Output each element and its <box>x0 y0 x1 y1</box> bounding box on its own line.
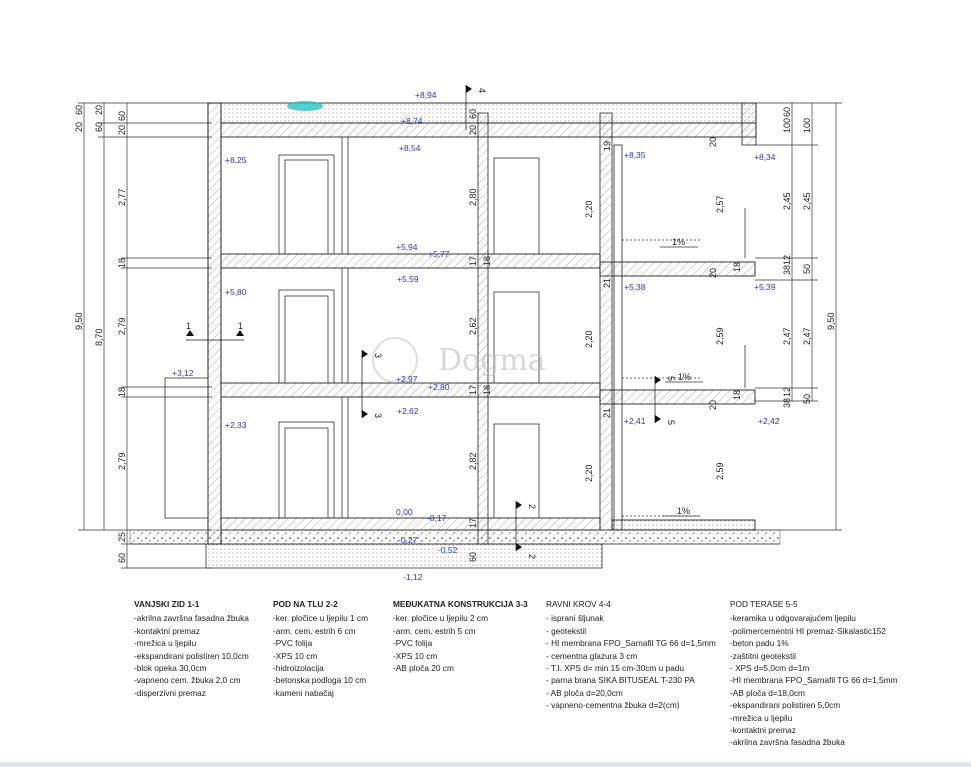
ground-gravel <box>130 530 780 544</box>
right-wall-a <box>600 113 612 530</box>
svg-text:+8,74: +8,74 <box>401 116 423 126</box>
note-item: -arm. cem. estrih 5 cm <box>393 625 476 636</box>
svg-text:100: 100 <box>782 117 792 133</box>
note-item: -mrežica u ljepilu <box>134 638 197 649</box>
note-item: -AB ploča d=18,0cm <box>730 687 805 698</box>
note-item: -akrilna završna fasadna žbuka <box>134 613 249 624</box>
svg-text:17: 17 <box>468 384 478 395</box>
svg-text:-1,12: -1,12 <box>403 572 423 582</box>
svg-text:20: 20 <box>468 124 478 135</box>
note-item: -mrežica u ljepilu <box>730 712 793 723</box>
note-item: -ekspandirani polistiren 10,0cm <box>134 650 249 661</box>
note-item: -blok opeka 30,0cm <box>134 663 207 674</box>
svg-text:2,80: 2,80 <box>468 188 478 206</box>
svg-text:+2,97: +2,97 <box>396 374 418 384</box>
svg-text:60: 60 <box>468 108 478 119</box>
svg-text:100: 100 <box>802 117 812 133</box>
svg-text:20: 20 <box>708 136 718 147</box>
svg-text:2,57: 2,57 <box>715 195 725 213</box>
svg-text:3: 3 <box>373 353 383 359</box>
svg-text:2,79: 2,79 <box>117 452 127 470</box>
svg-text:+5,39: +5,39 <box>754 282 776 292</box>
svg-text:1: 1 <box>186 321 192 331</box>
note-vanjski-zid <box>134 598 249 699</box>
svg-text:20: 20 <box>708 267 718 278</box>
mid-wall <box>478 113 488 544</box>
left-dimension-labels <box>74 105 127 563</box>
svg-text:1: 1 <box>238 321 244 331</box>
note-item: - isprani šljunak <box>546 613 604 624</box>
svg-text:12: 12 <box>782 386 792 397</box>
svg-text:18: 18 <box>117 257 127 268</box>
svg-text:2,20: 2,20 <box>584 200 594 218</box>
svg-text:2,62: 2,62 <box>468 317 478 335</box>
note-item: -PVC folija <box>273 638 313 649</box>
note-item: - HI membrana FPO_Sarnafil TG 66 d=1,5mm <box>546 638 716 649</box>
svg-text:21: 21 <box>602 277 612 288</box>
note-item: -HI membrana FPO_Sarnafil TG 66 d=1,5mm <box>730 675 898 686</box>
note-item: -PVC folija <box>393 638 433 649</box>
svg-text:4: 4 <box>477 88 487 94</box>
roof-skylight <box>287 101 323 111</box>
note-item: -kameni nabačaj <box>273 687 334 698</box>
svg-text:8,70: 8,70 <box>94 328 104 346</box>
svg-text:2,20: 2,20 <box>584 464 594 482</box>
note-pod-terase <box>730 598 897 749</box>
note-item: -betonska podloga 10 cm <box>273 675 367 686</box>
note-item: - parna brana SIKA BITUSEAL T-230 PA <box>546 675 695 686</box>
svg-text:9,50: 9,50 <box>74 312 84 330</box>
note-item: - vapneno-cementna žbuka d=2(cm) <box>546 700 680 711</box>
note-item: -hidroizolacija <box>273 663 324 674</box>
svg-text:3: 3 <box>373 413 383 419</box>
note-title: MEĐUKATNA KONSTRUKCIJA 3-3 <box>393 599 528 609</box>
note-medukatna <box>393 598 528 674</box>
right-wall-b <box>614 145 622 530</box>
svg-text:+5,94: +5,94 <box>396 242 418 252</box>
svg-text:18: 18 <box>732 389 742 400</box>
svg-text:2,45: 2,45 <box>802 192 812 210</box>
svg-text:1%: 1% <box>672 237 686 247</box>
svg-text:2: 2 <box>527 554 537 560</box>
terrace-rails <box>622 208 745 516</box>
svg-text:+5,77: +5,77 <box>428 249 450 259</box>
svg-text:12: 12 <box>782 254 792 265</box>
svg-text:-0,17: -0,17 <box>427 513 447 523</box>
svg-text:+2,33: +2,33 <box>225 420 247 430</box>
svg-text:+8,94: +8,94 <box>415 90 437 100</box>
svg-text:18: 18 <box>482 255 492 266</box>
svg-text:2,59: 2,59 <box>715 327 725 345</box>
svg-text:20: 20 <box>74 121 84 132</box>
note-title: RAVNI KROV 4-4 <box>546 599 611 609</box>
svg-text:5: 5 <box>666 420 676 426</box>
svg-text:2,59: 2,59 <box>715 462 725 480</box>
svg-text:20: 20 <box>117 124 127 135</box>
svg-text:50: 50 <box>802 393 812 404</box>
svg-text:60: 60 <box>94 121 104 132</box>
right-dimension-labels <box>782 107 836 408</box>
svg-text:2,20: 2,20 <box>584 330 594 348</box>
svg-text:+2,80: +2,80 <box>428 382 450 392</box>
svg-text:2,82: 2,82 <box>468 452 478 470</box>
svg-text:18: 18 <box>117 386 127 397</box>
note-item: -keramika u odgovarajućem ljepilu <box>730 613 856 624</box>
slabs <box>221 103 756 530</box>
svg-text:+2,41: +2,41 <box>624 416 646 426</box>
svg-text:38: 38 <box>782 264 792 275</box>
svg-text:60: 60 <box>468 551 478 562</box>
svg-text:5: 5 <box>666 376 676 382</box>
note-item: -ekspandirani polistiren 5,0cm <box>730 700 841 711</box>
svg-text:20: 20 <box>708 399 718 410</box>
note-title: VANJSKI ZID 1-1 <box>134 599 200 609</box>
svg-text:+5,80: +5,80 <box>225 287 247 297</box>
note-item: -kontaktni premaz <box>134 625 200 636</box>
svg-text:-0,27: -0,27 <box>398 535 418 545</box>
watermark-text: Dogma <box>438 343 546 378</box>
svg-text:+8,54: +8,54 <box>399 143 421 153</box>
svg-text:2,45: 2,45 <box>782 192 792 210</box>
svg-text:25: 25 <box>117 531 127 542</box>
svg-text:2: 2 <box>527 504 537 510</box>
svg-text:9,50: 9,50 <box>826 312 836 330</box>
svg-text:21: 21 <box>602 407 612 418</box>
note-item: -AB ploča 20 cm <box>393 663 454 674</box>
note-item: -XPS 10 cm <box>273 650 318 661</box>
note-item: - XPS d=5,0cm d=1m <box>730 663 810 674</box>
svg-text:+2,42: +2,42 <box>758 416 780 426</box>
note-item: -polimercementni HI premaz-Sikalastic152 <box>730 625 886 636</box>
svg-text:+2,62: +2,62 <box>397 406 419 416</box>
svg-text:50: 50 <box>802 263 812 274</box>
svg-text:0,00: 0,00 <box>396 507 413 517</box>
svg-text:+8,35: +8,35 <box>624 150 646 160</box>
note-title: POD TERASE 5-5 <box>730 599 798 609</box>
bottom-bar <box>0 762 971 767</box>
svg-text:1%: 1% <box>678 372 692 382</box>
note-item: -akrilna završna fasadna žbuka <box>730 737 845 748</box>
note-pod-na-tlu <box>273 598 368 699</box>
svg-text:+8,34: +8,34 <box>754 152 776 162</box>
note-ravni-krov <box>546 598 716 712</box>
svg-text:17: 17 <box>468 255 478 266</box>
note-item: -zaštitni geotekstil <box>730 650 796 661</box>
note-item: - cementna glazura 3 cm <box>546 650 638 661</box>
note-item: -kontaktni premaz <box>730 725 796 736</box>
svg-text:+3,12: +3,12 <box>172 368 194 378</box>
note-item: -beton padu 1% <box>730 638 789 649</box>
svg-text:20: 20 <box>94 104 104 115</box>
svg-text:60: 60 <box>117 552 127 563</box>
roof-cap <box>742 103 756 145</box>
svg-text:2,79: 2,79 <box>117 317 127 335</box>
note-title: POD NA TLU 2-2 <box>273 599 338 609</box>
svg-text:60: 60 <box>117 110 127 121</box>
note-item: -arm. cem. estrih 6 cm <box>273 625 356 636</box>
note-item: -vapneno cem. žbuka 2,0 cm <box>134 675 241 686</box>
svg-text:2,77: 2,77 <box>117 188 127 206</box>
note-item: -XPS 10 cm <box>393 650 438 661</box>
svg-text:38: 38 <box>782 397 792 408</box>
svg-text:+5,59: +5,59 <box>397 274 419 284</box>
svg-text:+8,25: +8,25 <box>225 155 247 165</box>
svg-text:-0,52: -0,52 <box>438 545 458 555</box>
svg-text:18: 18 <box>482 384 492 395</box>
svg-text:1%: 1% <box>677 506 691 516</box>
svg-text:+5,38: +5,38 <box>624 282 646 292</box>
foundation <box>206 544 602 568</box>
svg-text:60: 60 <box>782 106 792 117</box>
note-item: - T.I. XPS d= min 15 cm-30cm u padu <box>546 663 684 674</box>
svg-text:19: 19 <box>602 140 612 151</box>
svg-text:18: 18 <box>732 261 742 272</box>
svg-text:2,47: 2,47 <box>782 327 792 345</box>
left-exterior-wall <box>208 103 221 544</box>
svg-text:17: 17 <box>468 517 478 528</box>
note-item: - AB ploča d=20,0cm <box>546 687 623 698</box>
svg-text:60: 60 <box>74 104 84 115</box>
note-item: - geotekstil <box>546 625 587 636</box>
svg-text:2,47: 2,47 <box>802 327 812 345</box>
note-item: -ker. pločice u ljepilu 1 cm <box>273 613 368 624</box>
note-item: -disperzivni premaz <box>134 687 206 698</box>
note-item: -ker. pločice u ljepilu 2 cm <box>393 613 488 624</box>
